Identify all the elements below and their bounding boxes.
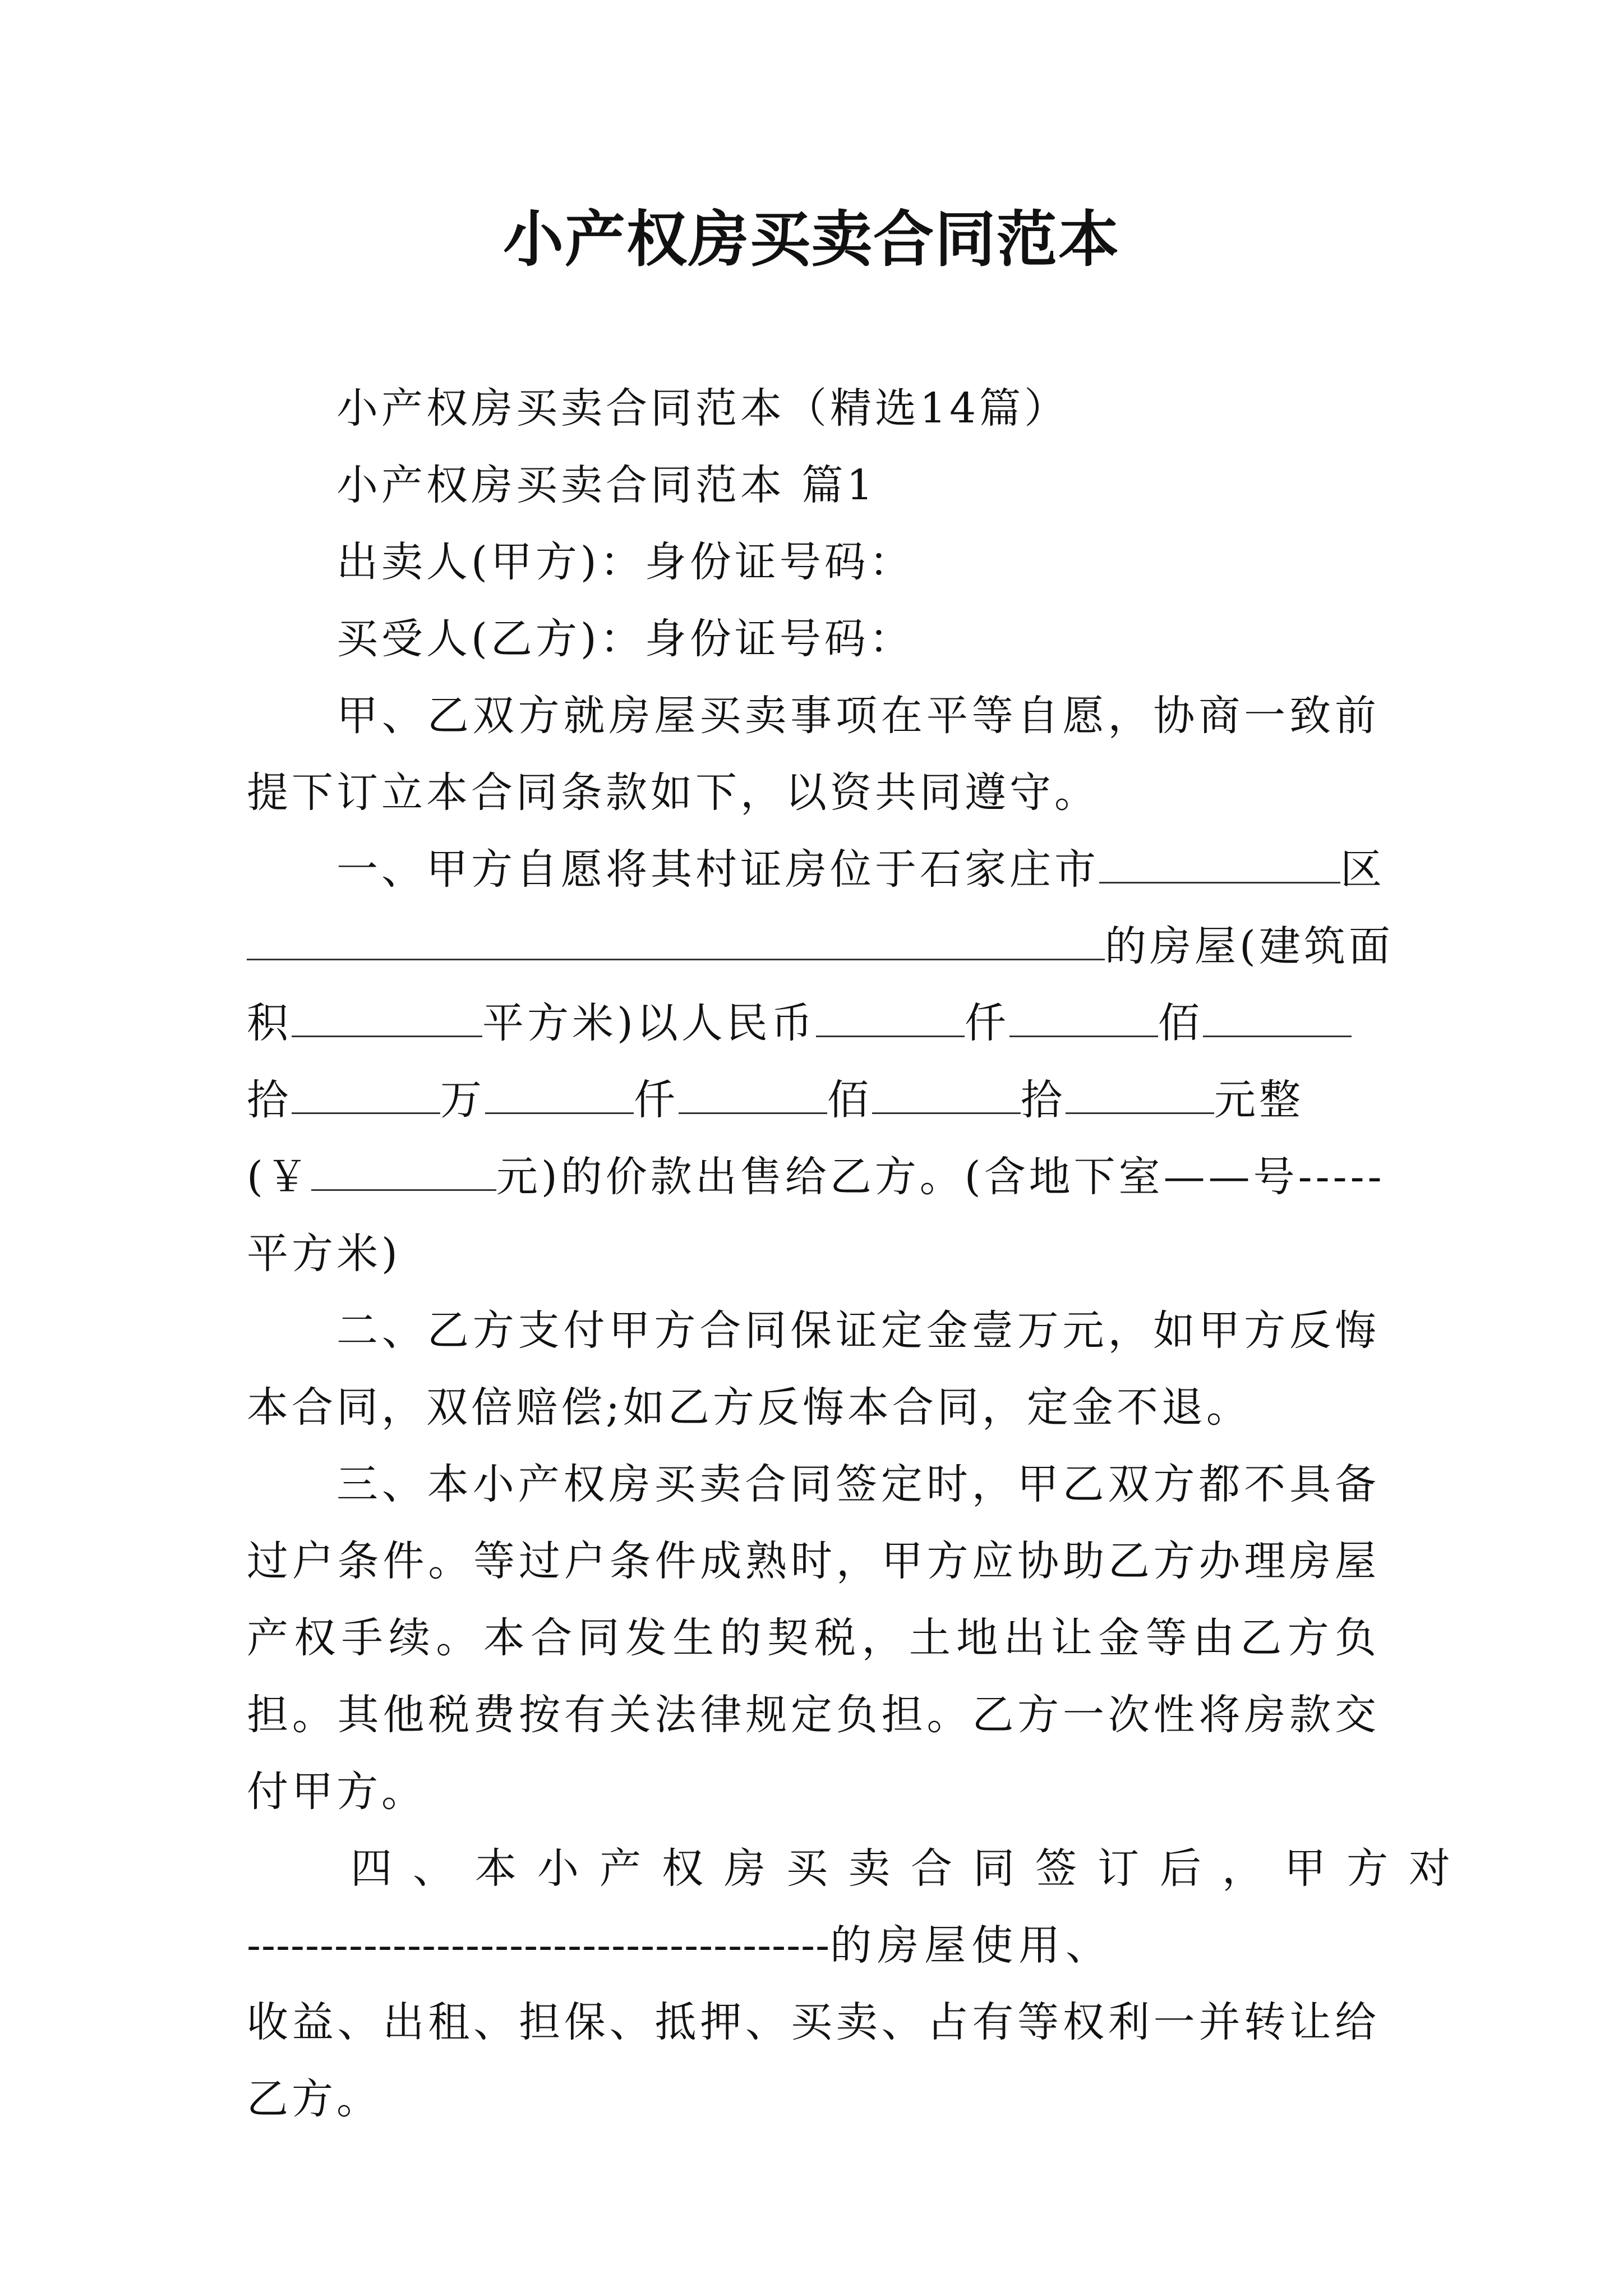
clause-4-text-d: 收益、出租、担保、抵押、买卖、占有等权利一并转让给乙方。 (247, 1998, 1380, 2123)
clause-1-text-h: 拾 (247, 1076, 292, 1124)
clause-4 (247, 1830, 1471, 2138)
clause-1-text-p: 平方米) (247, 1230, 401, 1278)
clause-1-text-n: (￥ (247, 1153, 311, 1201)
clause-1-text-g: 佰 (1158, 999, 1203, 1047)
clause-1-text-j: 仟 (634, 1076, 679, 1124)
paragraph-intro: 小产权房买卖合同范本（精选14篇） (336, 384, 1069, 432)
paragraph-preamble: 甲、乙双方就房屋买卖事项在平等自愿，协商一致前提下订立本合同条款如下，以资共同遵守。 (247, 692, 1380, 817)
clause-1-text-k: 佰 (827, 1076, 872, 1124)
clause-1-text-l: 拾 (1021, 1076, 1066, 1124)
blank-address (247, 919, 1105, 960)
blank-district (1099, 843, 1340, 884)
paragraph-seller: 出卖人(甲方)：身份证号码： (336, 538, 914, 586)
clause-3: 三、本小产权房买卖合同签定时，甲乙双方都不具备过户条件。等过户条件成熟时，甲方应协助乙方办理房屋产权手续。本合同发生的契税，土地出让金等由乙方负担。其他税费按有关法律规定负担。乙方一次性将房款交付甲方。 (247, 1460, 1380, 1816)
clause-1-text-b: 区 (1340, 845, 1385, 894)
clause-1-text-c: 的房屋(建筑面 (1105, 922, 1394, 970)
blank-amount-2 (1009, 996, 1158, 1037)
clause-1-text-f: 仟 (964, 999, 1009, 1047)
paragraph-buyer: 买受人(乙方)：身份证号码： (336, 615, 914, 663)
clause-1 (247, 831, 1394, 1292)
blank-area (292, 996, 482, 1037)
clause-4-text-c: 的房屋使用、 (830, 1921, 1113, 1970)
clause-1-text-d: 积 (247, 999, 292, 1047)
blank-amount-8 (1066, 1073, 1214, 1114)
document-title: 小产权房买卖合同范本 (502, 204, 1120, 275)
blank-amount-6 (679, 1073, 827, 1114)
document-body (247, 370, 1471, 2138)
clause-1-text-a: 一、甲方自愿将其村证房位于石家庄市 (336, 845, 1099, 894)
clause-2: 二、乙方支付甲方合同保证定金壹万元，如甲方反悔本合同，双倍赔偿;如乙方反悔本合同，定金不退。 (247, 1306, 1380, 1432)
clause-1-text-i: 万 (440, 1076, 485, 1124)
blank-amount-yuan (311, 1150, 496, 1191)
clause-1-text-e: 平方米)以人民币 (482, 999, 816, 1047)
blank-amount-3 (1203, 996, 1352, 1037)
blank-amount-7 (872, 1073, 1021, 1114)
clause-1-text-o: 元)的价款出售给乙方。(含地下室——号----- (496, 1153, 1385, 1201)
clause-4-dash-line: ---------------------------------------- (247, 1921, 831, 1970)
clause-1-text-m: 元整 (1214, 1076, 1304, 1124)
blank-amount-1 (816, 996, 965, 1037)
paragraph-chapter-heading: 小产权房买卖合同范本 篇1 (336, 461, 877, 509)
blank-amount-4 (292, 1073, 440, 1114)
clause-4-text-a: 四、本小产权房买卖合同签订后，甲方对 (351, 1844, 1471, 1893)
blank-amount-5 (485, 1073, 634, 1114)
